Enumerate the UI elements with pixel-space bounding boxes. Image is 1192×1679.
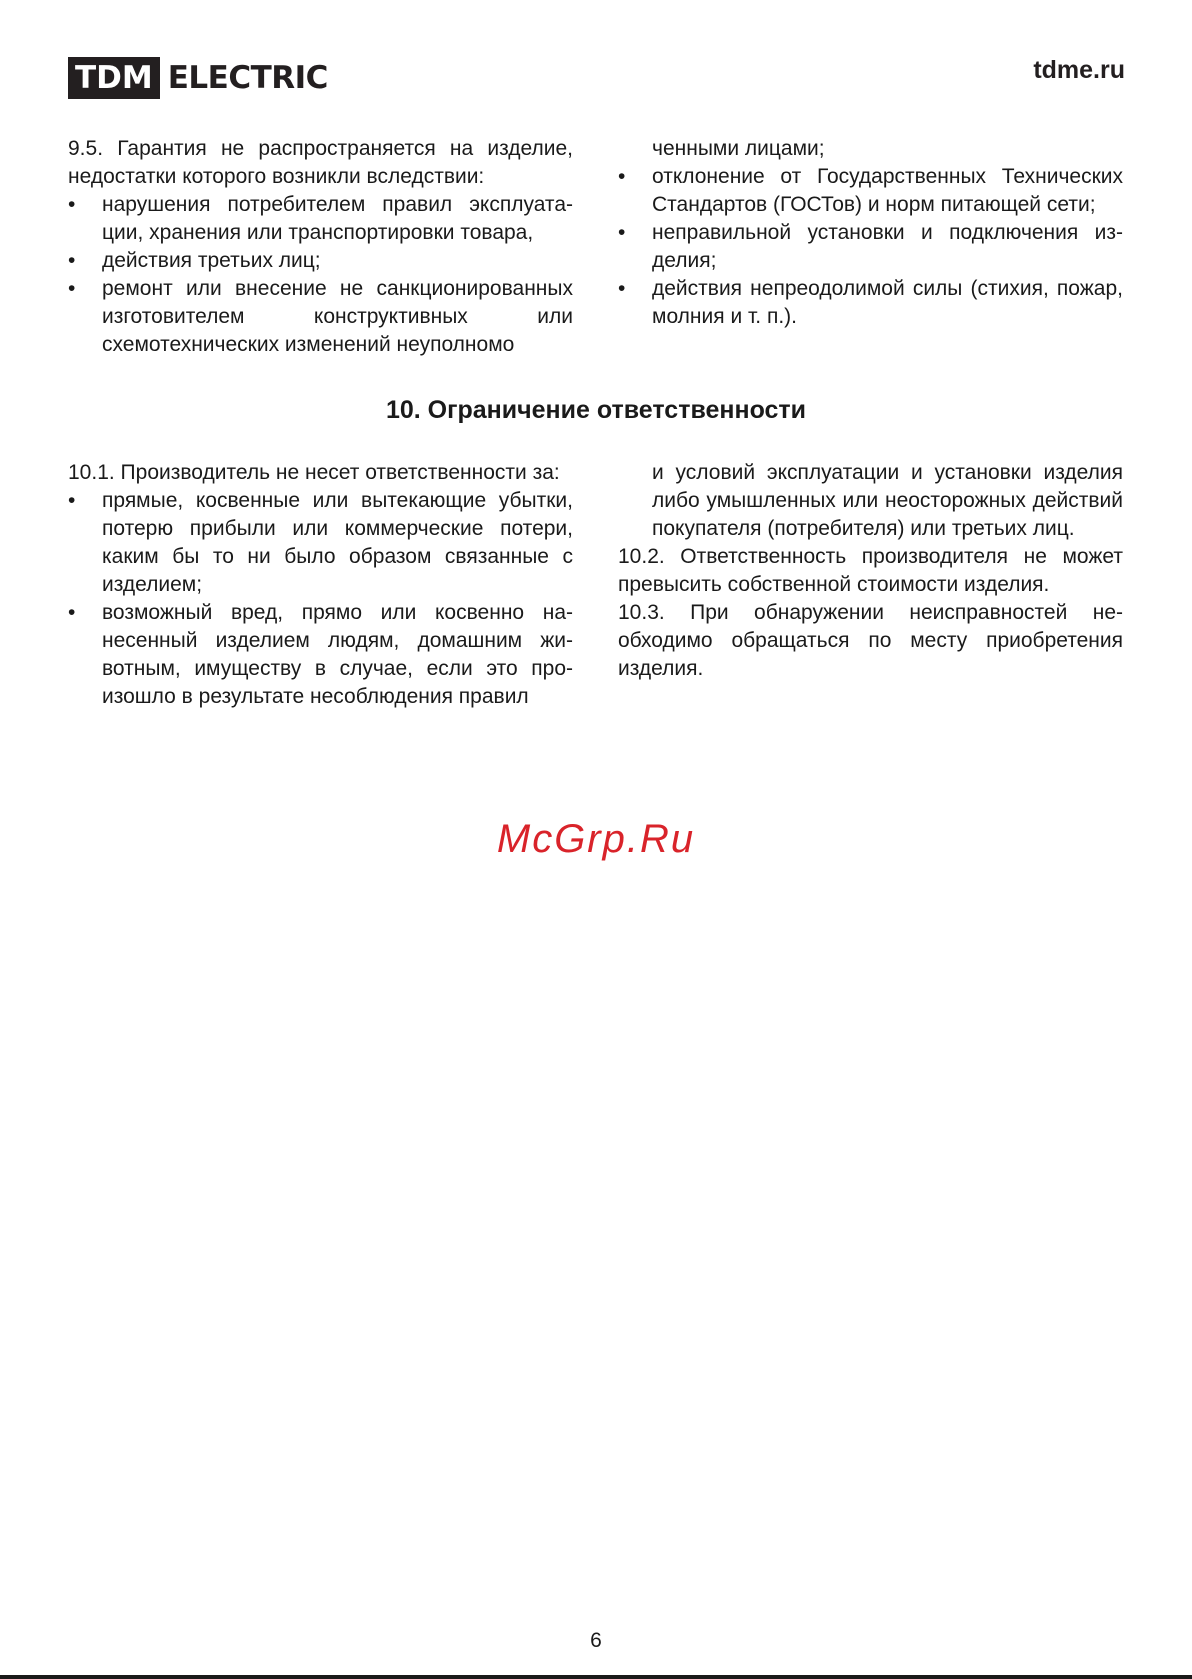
list-item: • прямые, косвенные или вытекающие убытки, потерю прибыли или коммерческие потери, каким бы то ни было образом связанные с изделием; <box>68 487 573 599</box>
list-item: • нарушения потребителем правил эксплуатации, хранения или транспортировки товара, <box>68 191 573 247</box>
list-item-continuation: и условий эксплуатации и установки изделия либо умышленных или неосторожных действий покупателя (потребителя) или третьих лиц. <box>652 461 1123 540</box>
watermark: McGrp.Ru <box>496 817 696 861</box>
page-number: 6 <box>590 1629 602 1652</box>
page-header <box>68 56 1125 100</box>
section9-list-right <box>618 163 1123 331</box>
list-item: • ремонт или внесение не санкционированных изготовителем конструктивных или схемотехнических изменений неуполномо <box>68 275 573 359</box>
list-item: • неправильной установки и подключения изделия; <box>618 219 1123 275</box>
logo-mark: TDM <box>68 57 160 99</box>
paragraph-10-2: 10.2. Ответственность производителя не может превысить собственной стоимости изделия. <box>618 545 1123 596</box>
section10-intro: 10.1. Производитель не несет ответственности за: <box>68 461 560 484</box>
section9-left-column <box>68 135 573 359</box>
section9-right-column <box>618 135 1123 331</box>
section9-list <box>68 191 573 359</box>
section10-right-column <box>618 459 1123 683</box>
site-url: tdme.ru <box>1033 56 1125 84</box>
list-item: • отклонение от Государственных Технических Стандартов (ГОСТов) и норм питающей сети; <box>618 163 1123 219</box>
logo-word: ELECTRIC <box>167 60 328 96</box>
section10-left-column <box>68 459 573 711</box>
list-item: • действия непреодолимой силы (стихия, пожар, молния и т. п.). <box>618 275 1123 331</box>
section9-intro: 9.5. Гарантия не распространяется на изделие, недостатки которого возникли вследствии: <box>68 137 573 188</box>
list-item-continuation: ченными лицами; <box>652 137 825 160</box>
tdm-electric-logo <box>68 56 328 100</box>
list-item: • действия третьих лиц; <box>68 247 573 275</box>
section10-list <box>68 487 573 711</box>
list-item: • возможный вред, прямо или косвенно нанесенный изделием людям, домашним животным, имуществу в случае, если это произошло в результате несоблюдения правил <box>68 599 573 711</box>
section10-title: 10. Ограничение ответственности <box>385 396 807 424</box>
bottom-rule <box>0 1675 1192 1679</box>
paragraph-10-3: 10.3. При обнаружении неисправностей необходимо обращаться по месту приобретения изделия. <box>618 601 1123 680</box>
